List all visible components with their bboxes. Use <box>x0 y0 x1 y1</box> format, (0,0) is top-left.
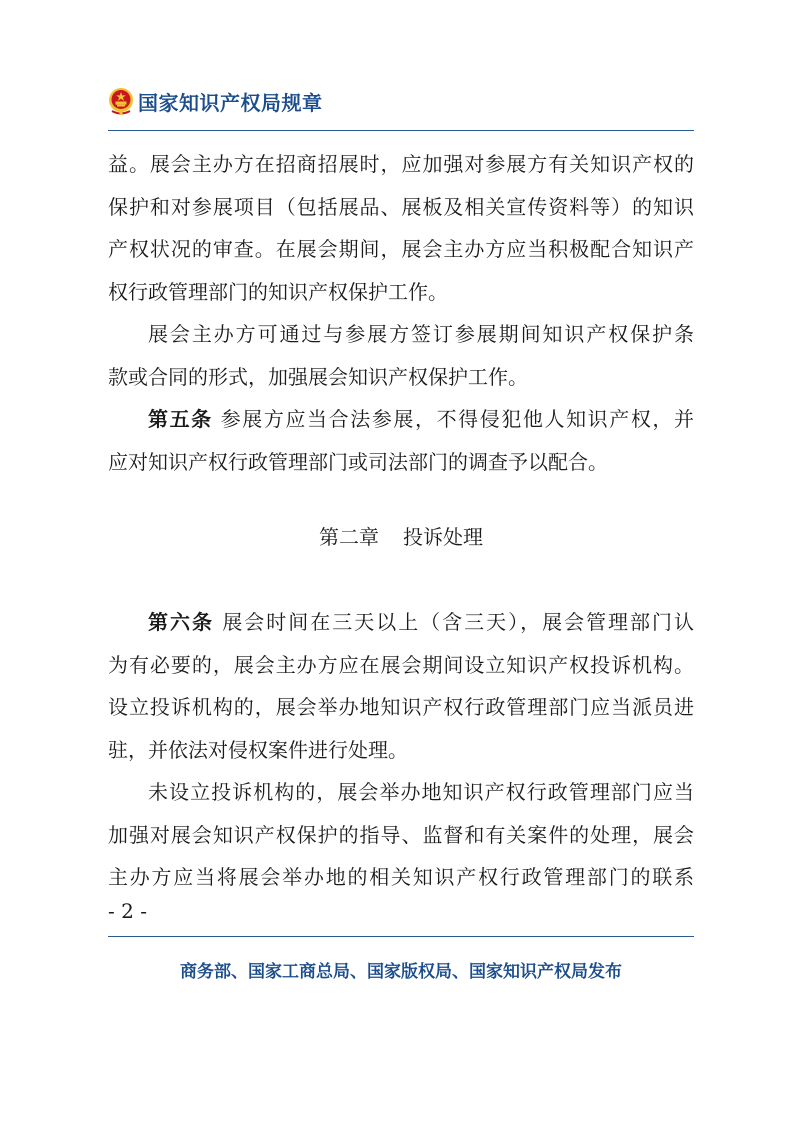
article-text: 展会时间在三天以上（含三天），展会管理部门认 <box>222 610 695 634</box>
text-line: 应对知识产权行政管理部门或司法部门的调查予以配合。 <box>108 449 608 474</box>
body-text-bottom <box>108 601 694 899</box>
page-number: - 2 - <box>108 899 147 923</box>
national-emblem-icon <box>108 86 134 116</box>
text-line: 加强对展会知识产权保护的指导、监督和有关案件的处理，展会 <box>108 822 694 847</box>
paragraph <box>108 771 694 899</box>
text-line: 主办方应当将展会举办地的相关知识产权行政管理部门的联系 <box>108 865 694 889</box>
text-line: 驻，并依法对侵权案件进行处理。 <box>108 737 408 762</box>
text-line: 保护和对参展项目（包括展品、展板及相关宣传资料等）的知识 <box>108 194 694 219</box>
body-text-top <box>108 143 694 483</box>
article-text: 参展方应当合法参展，不得侵犯他人知识产权，并 <box>220 407 695 431</box>
text-line: 权行政管理部门的知识产权保护工作。 <box>108 279 448 304</box>
footer-divider <box>108 936 694 937</box>
header-divider <box>108 130 694 131</box>
chapter-number: 第二章 <box>319 525 379 549</box>
paragraph <box>108 143 694 313</box>
text-line: 为有必要的，展会主办方应在展会期间设立知识产权投诉机构。 <box>108 652 694 677</box>
chapter-title: 投诉处理 <box>403 525 483 549</box>
text-line <box>108 398 694 441</box>
paragraph <box>108 313 694 398</box>
text-line <box>108 601 694 644</box>
paragraph-article-6 <box>108 601 694 771</box>
text-line: 产权状况的审查。在展会期间，展会主办方应当积极配合知识产 <box>108 237 694 261</box>
chapter-heading <box>108 521 694 550</box>
text-line: 展会主办方可通过与参展方签订参展期间知识产权保护条 <box>148 322 694 346</box>
text-line: 款或合同的形式，加强展会知识产权保护工作。 <box>108 364 528 389</box>
article-label: 第六条 <box>148 610 214 634</box>
text-line: 益。展会主办方在招商招展时，应加强对参展方有关知识产权的 <box>108 152 694 176</box>
header-title: 国家知识产权局规章 <box>138 90 323 115</box>
footer-publisher: 商务部、国家工商总局、国家版权局、国家知识产权局发布 <box>180 962 622 982</box>
paragraph-article-5 <box>108 398 694 483</box>
header-bar <box>108 86 323 116</box>
article-label: 第五条 <box>148 407 213 431</box>
text-line: 未设立投诉机构的，展会举办地知识产权行政管理部门应当 <box>148 780 694 804</box>
text-line: 设立投诉机构的，展会举办地知识产权行政管理部门应当派员进 <box>108 695 694 719</box>
